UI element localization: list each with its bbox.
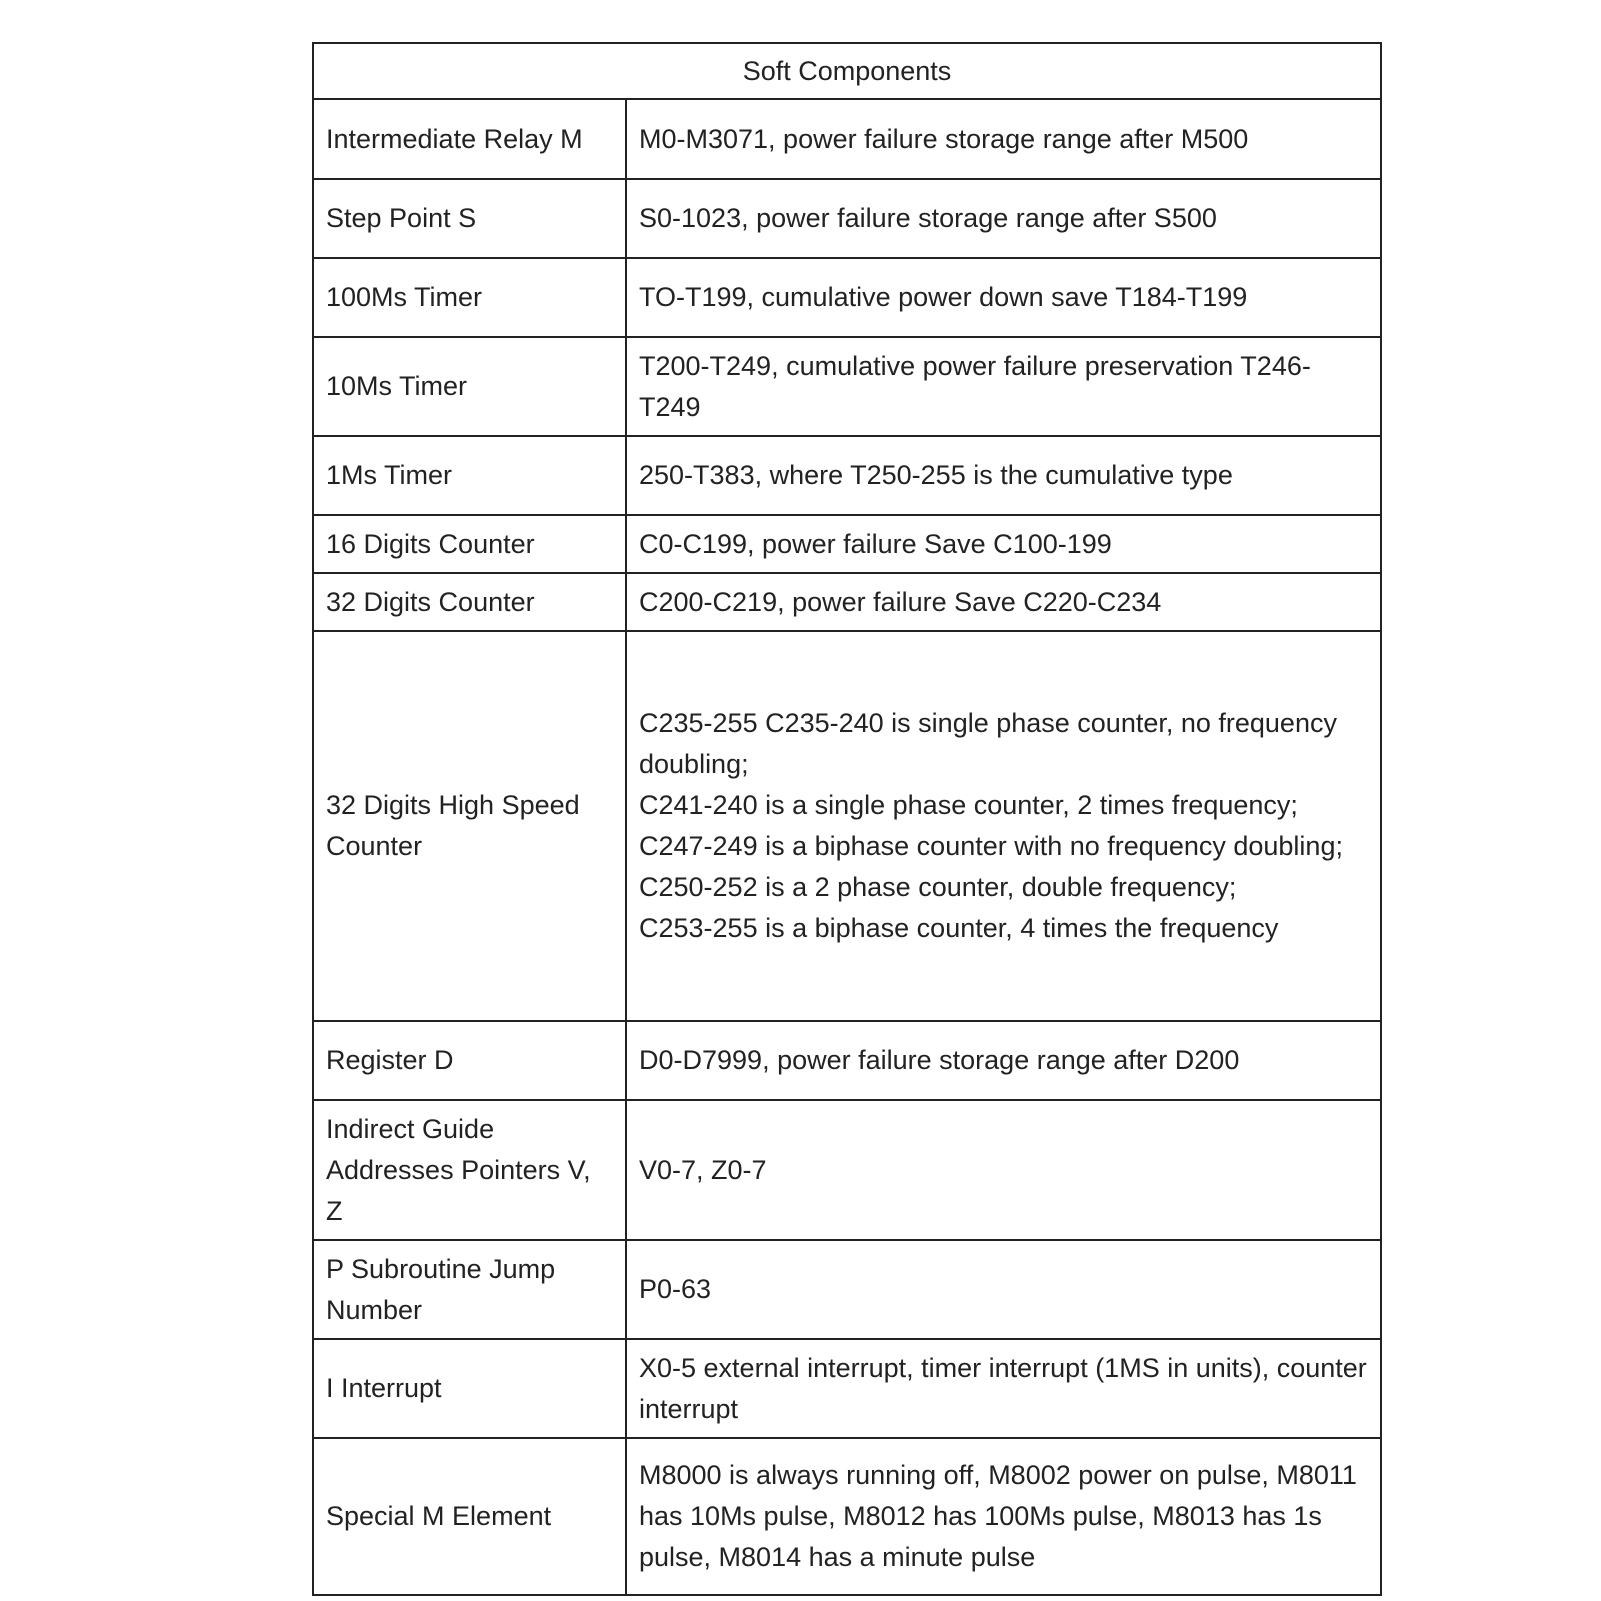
table-title: Soft Components: [313, 43, 1381, 99]
component-range: M0-M3071, power failure storage range after M500: [626, 99, 1381, 179]
table-row: [313, 1339, 1381, 1438]
table-row: [313, 1100, 1381, 1240]
component-name: 16 Digits Counter: [313, 515, 626, 573]
component-range: C0-C199, power failure Save C100-199: [626, 515, 1381, 573]
table-row: [313, 1021, 1381, 1100]
table-row: [313, 179, 1381, 258]
table-row: [313, 99, 1381, 179]
table-row: [313, 337, 1381, 436]
component-range: TO-T199, cumulative power down save T184-T199: [626, 258, 1381, 337]
component-range: X0-5 external interrupt, timer interrupt (1MS in units), counter interrupt: [626, 1339, 1381, 1438]
component-range: V0-7, Z0-7: [626, 1100, 1381, 1240]
component-range: T200-T249, cumulative power failure preservation T246-T249: [626, 337, 1381, 436]
component-range: C235-255 C235-240 is single phase counter, no frequency doubling; C241-240 is a single phase counter, 2 times frequency; C247-249 is a biphase counter with no frequency doubling; C250-252 is a 2 phase counter, double frequency; C253-255 is a biphase counter, 4 times the frequency: [626, 631, 1381, 1021]
component-name: 32 Digits High Speed Counter: [313, 631, 626, 1021]
component-name: I Interrupt: [313, 1339, 626, 1438]
component-range: 250-T383, where T250-255 is the cumulative type: [626, 436, 1381, 515]
table-row: [313, 1240, 1381, 1339]
soft-components-sheet: [312, 42, 1380, 1572]
component-range: M8000 is always running off, M8002 power on pulse, M8011 has 10Ms pulse, M8012 has 100Ms pulse, M8013 has 1s pulse, M8014 has a minute pulse: [626, 1438, 1381, 1595]
component-name: 10Ms Timer: [313, 337, 626, 436]
table-row: [313, 1438, 1381, 1595]
table-row: [313, 573, 1381, 631]
table-row: [313, 515, 1381, 573]
component-name: Special M Element: [313, 1438, 626, 1595]
component-range: D0-D7999, power failure storage range after D200: [626, 1021, 1381, 1100]
component-range: P0-63: [626, 1240, 1381, 1339]
component-name: P Subroutine Jump Number: [313, 1240, 626, 1339]
table-row: [313, 258, 1381, 337]
component-name: 100Ms Timer: [313, 258, 626, 337]
soft-components-table: [312, 42, 1382, 1596]
component-range: S0-1023, power failure storage range after S500: [626, 179, 1381, 258]
component-range: C200-C219, power failure Save C220-C234: [626, 573, 1381, 631]
table-row: [313, 436, 1381, 515]
component-name: 32 Digits Counter: [313, 573, 626, 631]
table-title-row: [313, 43, 1381, 99]
component-name: Intermediate Relay M: [313, 99, 626, 179]
component-name: Step Point S: [313, 179, 626, 258]
table-row: [313, 631, 1381, 1021]
component-name: Register D: [313, 1021, 626, 1100]
component-name: 1Ms Timer: [313, 436, 626, 515]
component-name: Indirect Guide Addresses Pointers V, Z: [313, 1100, 626, 1240]
